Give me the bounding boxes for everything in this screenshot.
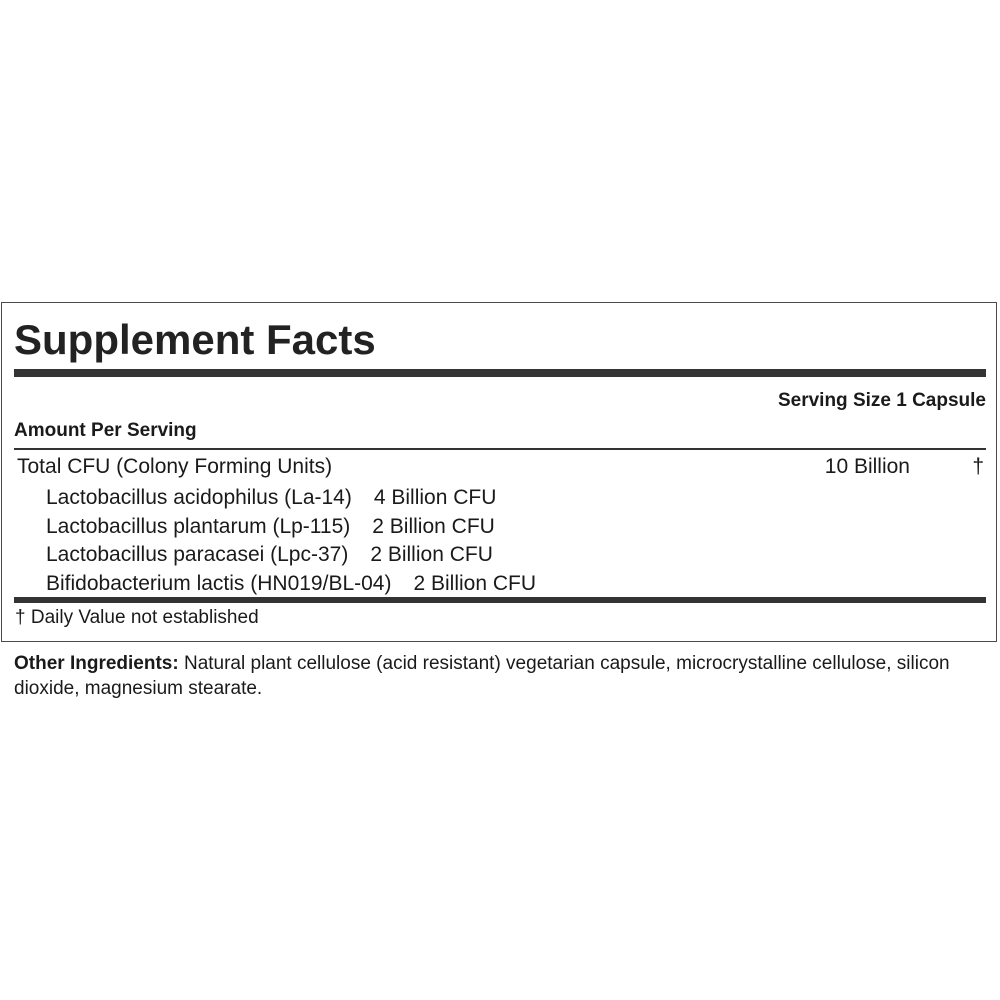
strain-row	[46, 541, 536, 570]
strain-name: Bifidobacterium lactis (HN019/BL-04)	[46, 571, 392, 595]
amount-per-serving-heading: Amount Per Serving	[14, 420, 197, 441]
total-cfu-row	[0, 454, 1000, 480]
strain-name: Lactobacillus acidophilus (La-14)	[46, 486, 352, 509]
header-divider	[14, 448, 986, 450]
strain-row	[46, 484, 536, 513]
strain-amount: 2 Billion CFU	[372, 514, 495, 538]
strain-name: Lactobacillus paracasei (Lpc-37)	[46, 543, 349, 567]
daily-value-footnote: † Daily Value not established	[15, 607, 259, 628]
daily-value-dagger: †	[972, 455, 984, 478]
strain-name: Lactobacillus plantarum (Lp-115)	[46, 514, 351, 538]
title-divider	[14, 369, 986, 377]
other-ingredients-label: Other Ingredients:	[14, 653, 179, 674]
total-cfu-amount: 10 Billion	[824, 455, 910, 478]
strain-list	[46, 484, 536, 598]
strain-row	[46, 570, 536, 599]
footer-divider	[14, 597, 986, 603]
panel-title: Supplement Facts	[14, 316, 376, 363]
other-ingredients-text: Natural plant cellulose (acid resistant) vegetarian capsule, microcrystalline cellulose, silicon dioxide, magnesium stearate.	[14, 653, 950, 699]
strain-amount: 2 Billion CFU	[370, 543, 493, 567]
strain-row	[46, 513, 536, 542]
strain-amount: 4 Billion CFU	[373, 486, 497, 509]
other-ingredients	[14, 651, 974, 701]
strain-amount: 2 Billion CFU	[413, 571, 537, 595]
total-cfu-label: Total CFU (Colony Forming Units)	[17, 455, 333, 478]
serving-size: Serving Size 1 Capsule	[777, 390, 986, 411]
